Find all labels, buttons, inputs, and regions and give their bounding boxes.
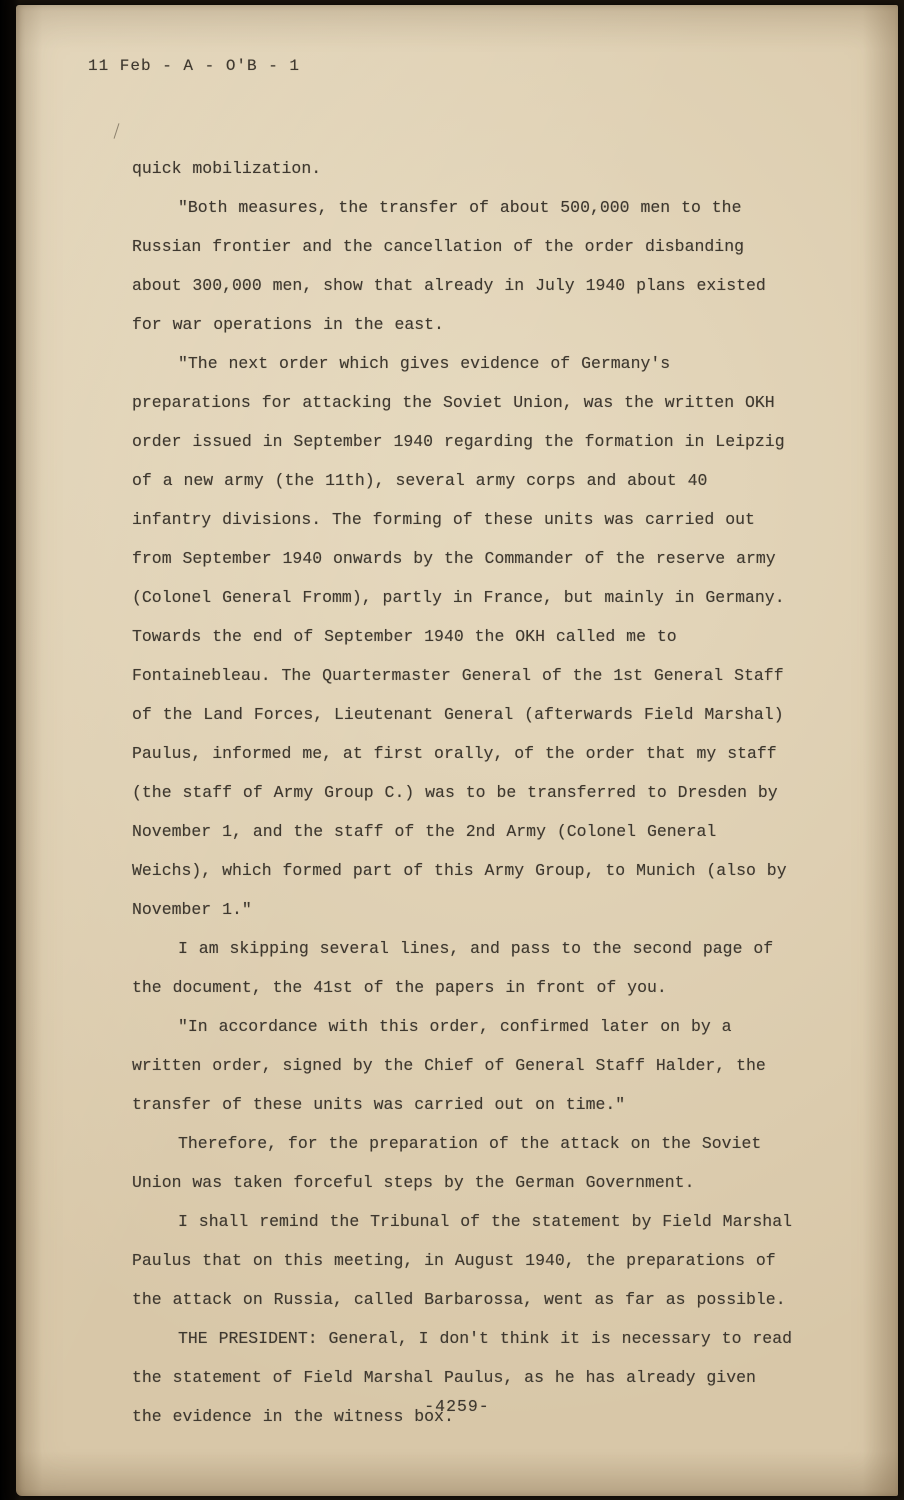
paragraph: "In accordance with this order, confirmed later on by a written order, signed by the Chief of General Staff Halder, the transfer of these units was carried out on time." [132, 1017, 766, 1114]
paragraph: Therefore, for the preparation of the attack on the Soviet Union was taken forceful steps by the German Government. [132, 1134, 762, 1192]
page-number: -4259- [424, 1397, 490, 1416]
docket-header: 11 Feb - A - O'B - 1 [88, 57, 301, 75]
paragraph: I shall remind the Tribunal of the statement by Field Marshal Paulus that on this meeting, in August 1940, the preparations of the attack on Russia, called Barbarossa, went as far as possible. [132, 1212, 792, 1309]
paragraph: "Both measures, the transfer of about 500,000 men to the Russian frontier and the cancellation of the order disbanding about 300,000 men, show that already in July 1940 plans existed for war operations in the east. [132, 198, 766, 334]
document-page [16, 5, 898, 1496]
paragraph: I am skipping several lines, and pass to the second page of the document, the 41st of the papers in front of you. [132, 939, 774, 997]
stray-pen-mark [114, 123, 120, 139]
paragraph: THE PRESIDENT: General, I don't think it is necessary to read the statement of Field Marshal Paulus, as he has already given the evidence in the witness box. [132, 1329, 792, 1426]
paragraph: "The next order which gives evidence of Germany's preparations for attacking the Soviet Union, was the written OKH order issued in September 1940 regarding the formation in Leipzig of a new army (the 11th), several army corps and about 40 infantry divisions. The forming of these units was carried out from September 1940 onwards by the Commander of the reserve army (Colonel General Fromm), partly in France, but mainly in Germany. Towards the end of September 1940 the OKH called me to Fontainebleau. The Quartermaster General of the 1st General Staff of the Land Forces, Lieutenant General (afterwards Field Marshal) Paulus, informed me, at first orally, of the order that my staff (the staff of Army Group C.) was to be transferred to Dresden by November 1, and the staff of the 2nd Army (Colonel General Weichs), which formed part of this Army Group, to Munich (also by November 1." [132, 354, 787, 919]
paragraph: quick mobilization. [132, 159, 322, 178]
document-body [132, 149, 794, 1436]
